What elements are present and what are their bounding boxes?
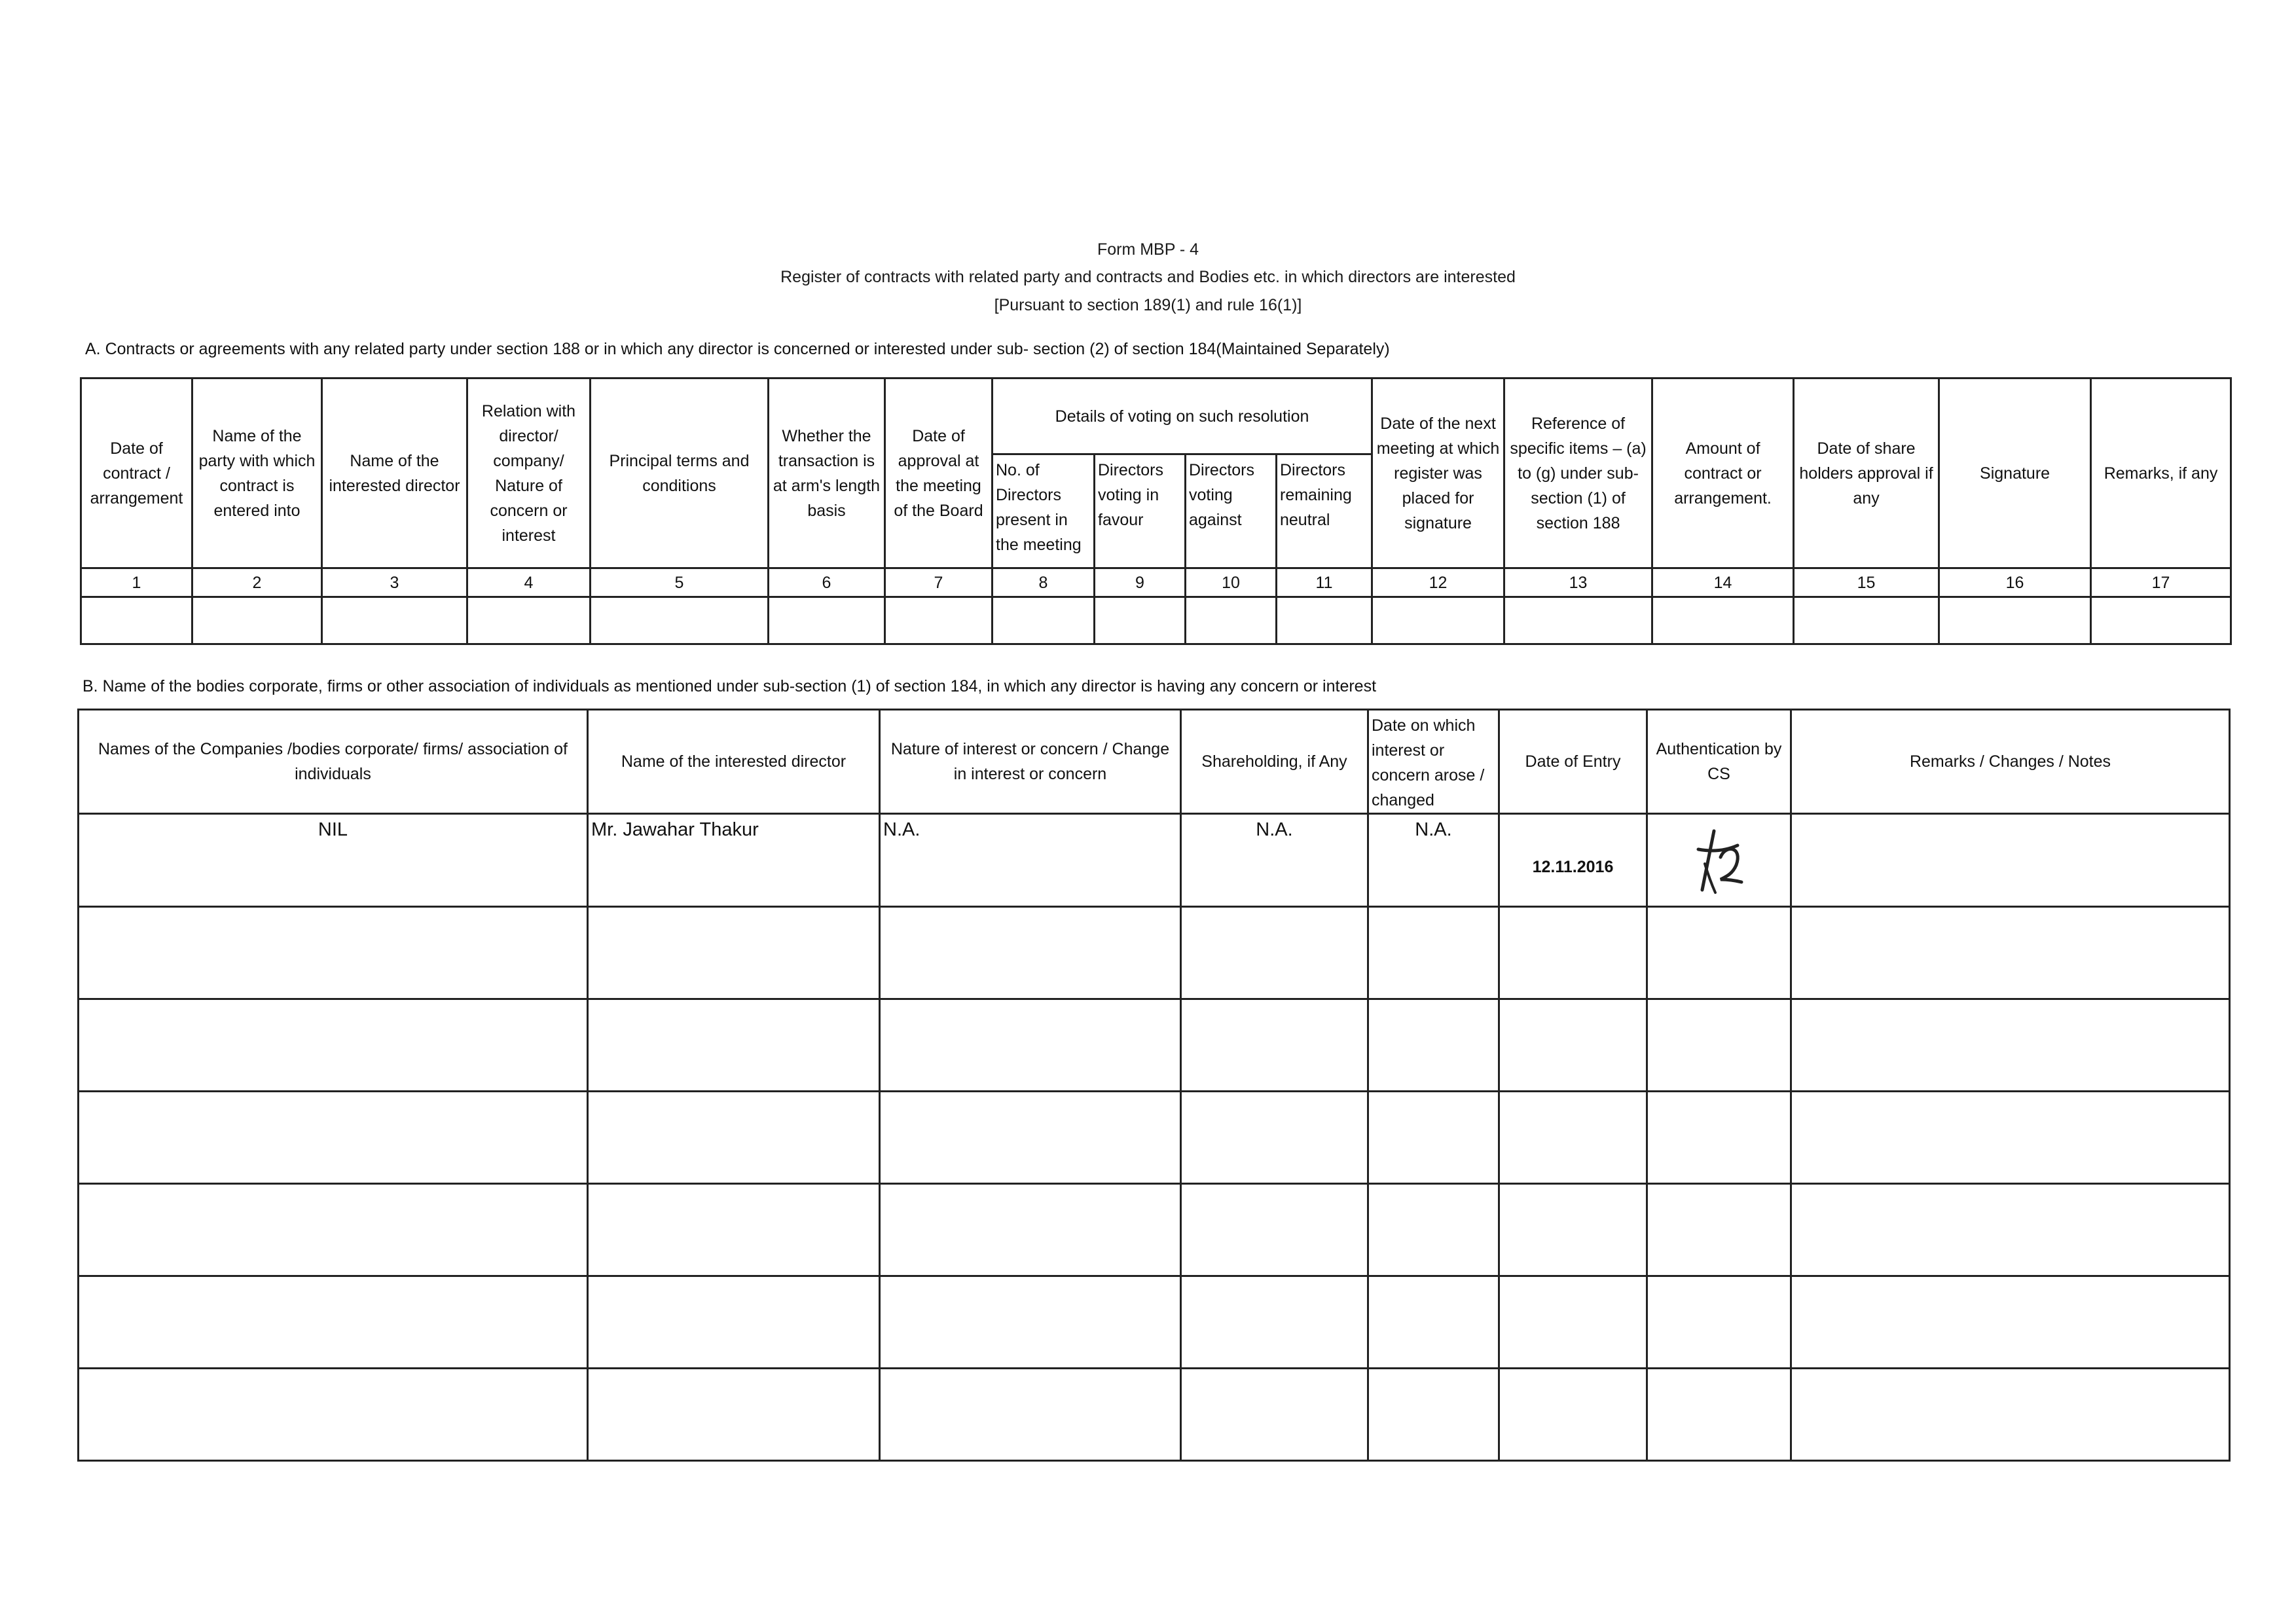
col-a15-header: Date of share holders approval if any [1794,378,1939,568]
col-b4-header: Shareholding, if Any [1181,710,1368,814]
col-a14-header: Amount of contract or arrangement. [1652,378,1794,568]
remarks-cell [1791,814,2230,907]
col-a4-header: Relation with director/ company/ Nature of concern or interest [467,378,591,568]
col-number: 13 [1504,568,1652,597]
col-a7-header: Date of approval at the meeting of the Board [885,378,993,568]
director-cell: Mr. Jawahar Thakur [588,814,880,907]
col-a1-header: Date of contract / arrangement [81,378,192,568]
form-title: Register of contracts with related party and contracts and Bodies etc. in which directors are interested [780,268,1516,286]
col-a3-header: Name of the interested director [322,378,467,568]
col-b5-header: Date on which interest or concern arose / changed [1368,710,1499,814]
col-b7-header: Authentication by CS [1647,710,1791,814]
col-number: 7 [885,568,993,597]
col-a17-header: Remarks, if any [2091,378,2231,568]
cs-signature-image [1686,824,1752,896]
col-a10-header: Directors voting against [1186,454,1277,568]
col-b1-header: Names of the Companies /bodies corporate/ firms/ association of individuals [79,710,588,814]
section-b-label: B. Name of the bodies corporate, firms or other association of individuals as mentioned under sub-section (1) of section 184, in which any director is having any concern or interest [82,677,1377,695]
col-number: 12 [1372,568,1504,597]
col-number: 14 [1652,568,1794,597]
table-row [79,1276,2230,1369]
nature-cell: N.A. [880,814,1181,907]
col-number: 3 [322,568,467,597]
voting-details-header: Details of voting on such resolution [993,378,1372,454]
table-row [79,999,2230,1092]
section-b-table [77,709,2231,1462]
col-a5-header: Principal terms and conditions [591,378,769,568]
table-row [79,907,2230,999]
col-a6-header: Whether the transaction is at arm's length basis [769,378,885,568]
col-number: 17 [2091,568,2231,597]
table-row [79,814,2230,907]
col-a9-header: Directors voting in favour [1095,454,1186,568]
table-row [79,1369,2230,1461]
col-number: 9 [1095,568,1186,597]
col-a2-header: Name of the party with which contract is entered into [192,378,322,568]
date-entry-cell: 12.11.2016 [1499,814,1647,907]
col-a12-header: Date of the next meeting at which register was placed for signature [1372,378,1504,568]
form-pursuant: [Pursuant to section 189(1) and rule 16(1)] [994,296,1302,314]
col-number: 11 [1277,568,1372,597]
table-row [79,1092,2230,1184]
col-number: 1 [81,568,192,597]
col-a16-header: Signature [1939,378,2091,568]
table-row [81,597,2231,644]
col-number: 5 [591,568,769,597]
company-cell: NIL [79,814,588,907]
col-number: 8 [993,568,1095,597]
shareholding-cell: N.A. [1181,814,1368,907]
date-arose-cell: N.A. [1368,814,1499,907]
col-b3-header: Nature of interest or concern / Change in interest or concern [880,710,1181,814]
col-a13-header: Reference of specific items – (a) to (g) under sub-section (1) of section 188 [1504,378,1652,568]
col-number: 15 [1794,568,1939,597]
table-row [79,1184,2230,1276]
form-number: Form MBP - 4 [1097,240,1199,259]
section-a-label: A. Contracts or agreements with any related party under section 188 or in which any director is concerned or interested under sub- section (2) of section 184(Maintained Separately) [85,340,1390,358]
authentication-cell [1647,814,1791,907]
col-a8-header: No. of Directors present in the meeting [993,454,1095,568]
col-number: 6 [769,568,885,597]
section-a-table [80,377,2232,645]
col-b8-header: Remarks / Changes / Notes [1791,710,2230,814]
col-a11-header: Directors remaining neutral [1277,454,1372,568]
col-number: 4 [467,568,591,597]
col-number: 16 [1939,568,2091,597]
col-number: 10 [1186,568,1277,597]
col-number: 2 [192,568,322,597]
col-b6-header: Date of Entry [1499,710,1647,814]
col-b2-header: Name of the interested director [588,710,880,814]
